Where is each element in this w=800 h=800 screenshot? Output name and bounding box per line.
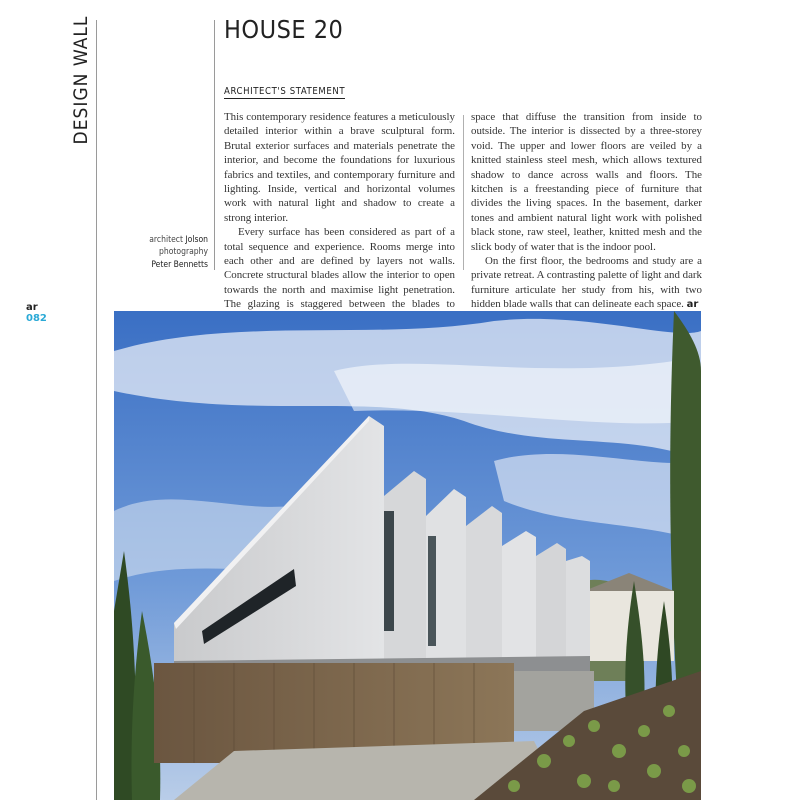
vertical-rule bbox=[214, 20, 215, 270]
paragraph: space that diffuse the transition from inside to outside. The interior is dissected by a three-storey void. The upper and lower floors are veiled by a knitted stainless steel mesh, which allows textured shadow to dance across walls and floors. The kitchen is a freestanding piece of furniture that divides the living spaces. In the basement, darker tones and ambient natural light work with polished black stone, raw steel, leather, knitted mesh and the slick body of water that is the indoor pool. bbox=[471, 111, 702, 253]
folio bbox=[26, 302, 47, 324]
house-photo bbox=[114, 311, 701, 800]
end-mark: ar bbox=[686, 299, 699, 311]
text-column-2 bbox=[471, 110, 702, 313]
article-subhead: ARCHITECT'S STATEMENT bbox=[224, 86, 346, 97]
article-title: HOUSE 20 bbox=[224, 15, 344, 44]
column-rule bbox=[463, 115, 464, 270]
credit-name: Peter Bennetts bbox=[151, 259, 208, 270]
page-number: 082 bbox=[26, 313, 47, 324]
paragraph-text: On the first floor, the bedrooms and study are a private retreat. A contrasting palette of light and dark furniture articulate her study from his, with two hidden blade walls that can delineate each space. bbox=[471, 255, 702, 311]
credit-name: Jolson bbox=[185, 235, 208, 245]
section-label bbox=[66, 15, 96, 145]
paragraph: This contemporary residence features a meticulously detailed interior within a brave sculptural form. Brutal exterior surfaces and materials penetrate the interior, and become the foundations for luxurious fabrics and textiles, and contemporary furniture and lighting. Inside, vertical and horizontal volumes work with natural light and shadow to create a strong interior. bbox=[224, 111, 455, 224]
folio-brand: ar bbox=[26, 302, 38, 313]
house-photo-image bbox=[114, 311, 701, 800]
text-column-1 bbox=[224, 110, 455, 326]
paragraph bbox=[471, 254, 702, 313]
vertical-rule bbox=[96, 20, 97, 800]
paragraph: Every surface has been considered as part of a total sequence and experience. Rooms merge into each other and are defined by layers not walls. Concrete structural blades allow the interior to open towards the north and maximise light penetration. The glazing is staggered between the blades to bbox=[224, 226, 455, 311]
credits bbox=[116, 234, 208, 271]
credit-label: photography bbox=[159, 247, 208, 258]
section-label-text: DESIGN WALL bbox=[70, 15, 92, 145]
credit-label: architect bbox=[149, 235, 183, 245]
